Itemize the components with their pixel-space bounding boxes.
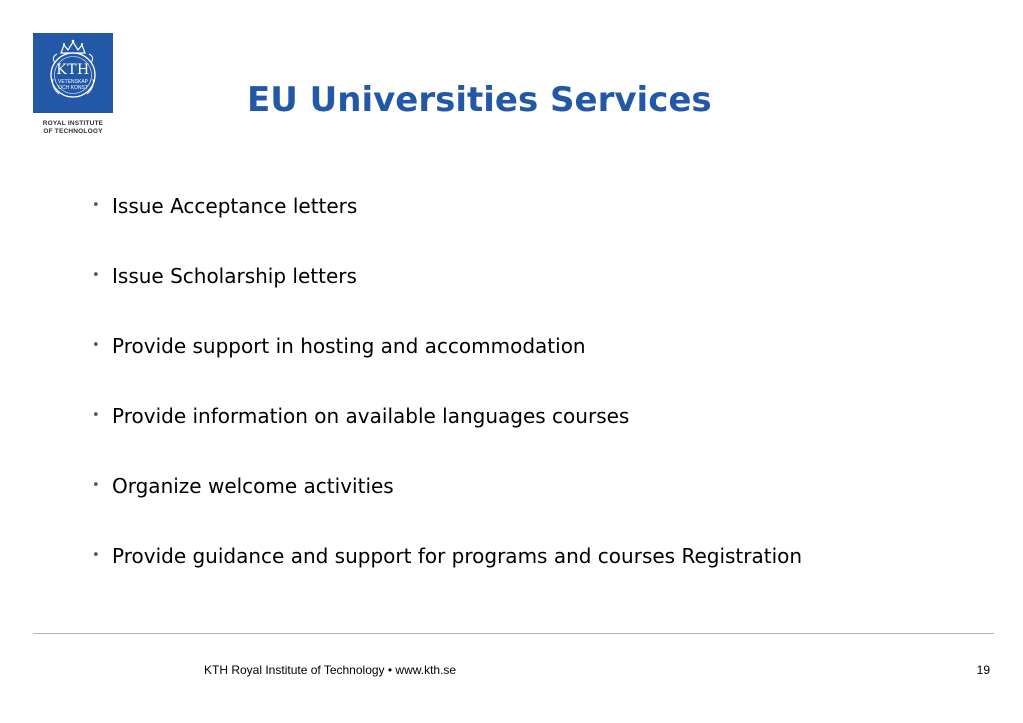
bullet-text: Issue Scholarship letters xyxy=(112,264,357,288)
footer-text: KTH Royal Institute of Technology • www.kth.se xyxy=(204,663,457,677)
bullet-marker: • xyxy=(92,548,100,563)
bullet-text: Provide information on available languages courses xyxy=(112,404,630,428)
footer-divider xyxy=(33,633,994,634)
logo-subtitle xyxy=(33,120,113,136)
bullet-item xyxy=(92,401,852,431)
bullet-marker: • xyxy=(92,478,100,493)
emblem-motto-2: OCH KONST xyxy=(58,85,88,91)
bullet-item xyxy=(92,331,852,361)
logo-subtitle-line-2: OF TECHNOLOGY xyxy=(43,128,103,135)
kth-emblem xyxy=(33,33,113,113)
bullet-item xyxy=(92,541,852,571)
bullet-list xyxy=(92,191,852,611)
kth-logo xyxy=(33,33,113,136)
logo-subtitle-line-1: ROYAL INSTITUTE xyxy=(42,120,104,127)
emblem-text: KTH xyxy=(56,62,90,78)
bullet-item xyxy=(92,191,852,221)
bullet-text: Provide guidance and support for programs and courses Registration xyxy=(112,544,803,568)
slide-title: EU Universities Services xyxy=(247,80,712,120)
bullet-text: Organize welcome activities xyxy=(112,474,394,498)
bullet-marker: • xyxy=(92,338,100,353)
bullet-item xyxy=(92,261,852,291)
bullet-item xyxy=(92,471,852,501)
bullet-marker: • xyxy=(92,198,100,213)
emblem-motto-1: VETENSKAP xyxy=(57,79,88,85)
bullet-marker: • xyxy=(92,268,100,283)
bullet-marker: • xyxy=(92,408,100,423)
bullet-text: Issue Acceptance letters xyxy=(112,194,358,218)
page-number: 19 xyxy=(976,663,990,677)
bullet-text: Provide support in hosting and accommodation xyxy=(112,334,586,358)
